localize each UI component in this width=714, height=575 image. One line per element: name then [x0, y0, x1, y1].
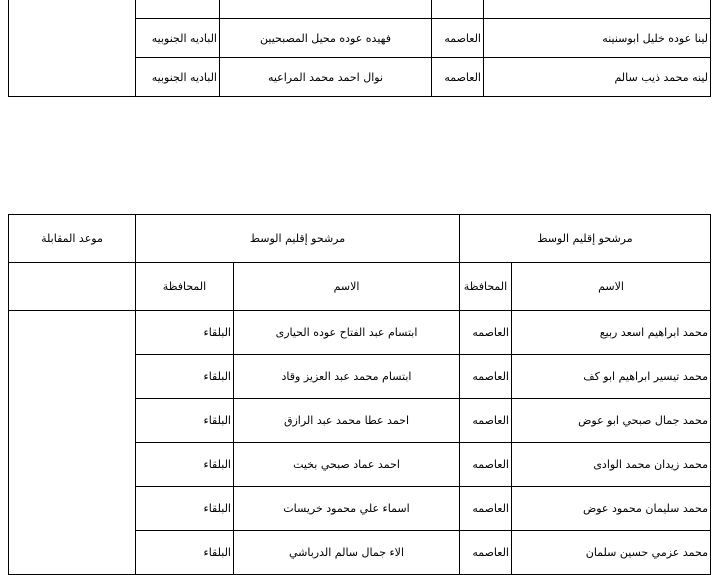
table-cell	[136, 0, 220, 19]
table-cell	[432, 0, 484, 19]
governorate-cell: العاصمه	[460, 487, 512, 531]
name-cell: محمد تيسير ابراهيم ابو كف	[512, 355, 711, 399]
name-cell: الاء جمال سالم الدرباشي	[234, 531, 460, 575]
name-header: الاسم	[512, 263, 711, 311]
table-cell	[220, 0, 432, 19]
interview-cell	[9, 0, 136, 97]
table-cell	[9, 263, 136, 311]
interview-date-cell	[9, 311, 136, 575]
name-cell: لينا عوده خليل ابوسنينه	[484, 19, 711, 58]
governorate-cell: العاصمه	[460, 443, 512, 487]
governorate-cell: الباديه الجنوبيه	[136, 19, 220, 58]
name-cell: محمد ابراهيم اسعد ربيع	[512, 311, 711, 355]
name-header: الاسم	[234, 263, 460, 311]
governorate-cell: العاصمه	[460, 531, 512, 575]
name-cell: ابتسام عبد الفتاح عوده الحيارى	[234, 311, 460, 355]
governorate-cell: العاصمه	[432, 19, 484, 58]
governorate-cell: البلقاء	[136, 311, 234, 355]
region-group-header: مرشحو إقليم الوسط	[460, 215, 711, 263]
top-candidates-table	[8, 0, 711, 97]
name-cell: نوال احمد محمد المراعيه	[220, 58, 432, 97]
name-cell: ابتسام محمد عبد العزيز وقاد	[234, 355, 460, 399]
governorate-cell: البلقاء	[136, 355, 234, 399]
name-cell: اسماء علي محمود خريسات	[234, 487, 460, 531]
central-region-candidates-table	[8, 214, 711, 575]
governorate-cell: العاصمه	[460, 399, 512, 443]
governorate-cell: العاصمه	[460, 355, 512, 399]
governorate-cell: العاصمه	[460, 311, 512, 355]
table-header-row	[9, 215, 711, 263]
governorate-cell: البلقاء	[136, 399, 234, 443]
governorate-cell: الباديه الجنوبيه	[136, 58, 220, 97]
governorate-cell: البلقاء	[136, 443, 234, 487]
table-subheader-row	[9, 263, 711, 311]
table-cell	[484, 0, 711, 19]
interview-date-header: موعد المقابلة	[9, 215, 136, 263]
region-group-header: مرشحو إقليم الوسط	[136, 215, 460, 263]
name-cell: فهيده عوده محيل المصبحيين	[220, 19, 432, 58]
governorate-header: المحافظة	[460, 263, 512, 311]
name-cell: محمد سليمان محمود عوض	[512, 487, 711, 531]
name-cell: محمد زيدان محمد الوادى	[512, 443, 711, 487]
governorate-cell: البلقاء	[136, 531, 234, 575]
governorate-header: المحافظة	[136, 263, 234, 311]
name-cell: احمد عماد صبحي بخيت	[234, 443, 460, 487]
table-row	[9, 311, 711, 355]
name-cell: محمد عزمي حسين سلمان	[512, 531, 711, 575]
name-cell: احمد عطا محمد عبد الرازق	[234, 399, 460, 443]
name-cell: محمد جمال صبحي ابو عوض	[512, 399, 711, 443]
table-row	[9, 0, 711, 19]
governorate-cell: العاصمه	[432, 58, 484, 97]
name-cell: لينه محمد ذيب سالم	[484, 58, 711, 97]
governorate-cell: البلقاء	[136, 487, 234, 531]
